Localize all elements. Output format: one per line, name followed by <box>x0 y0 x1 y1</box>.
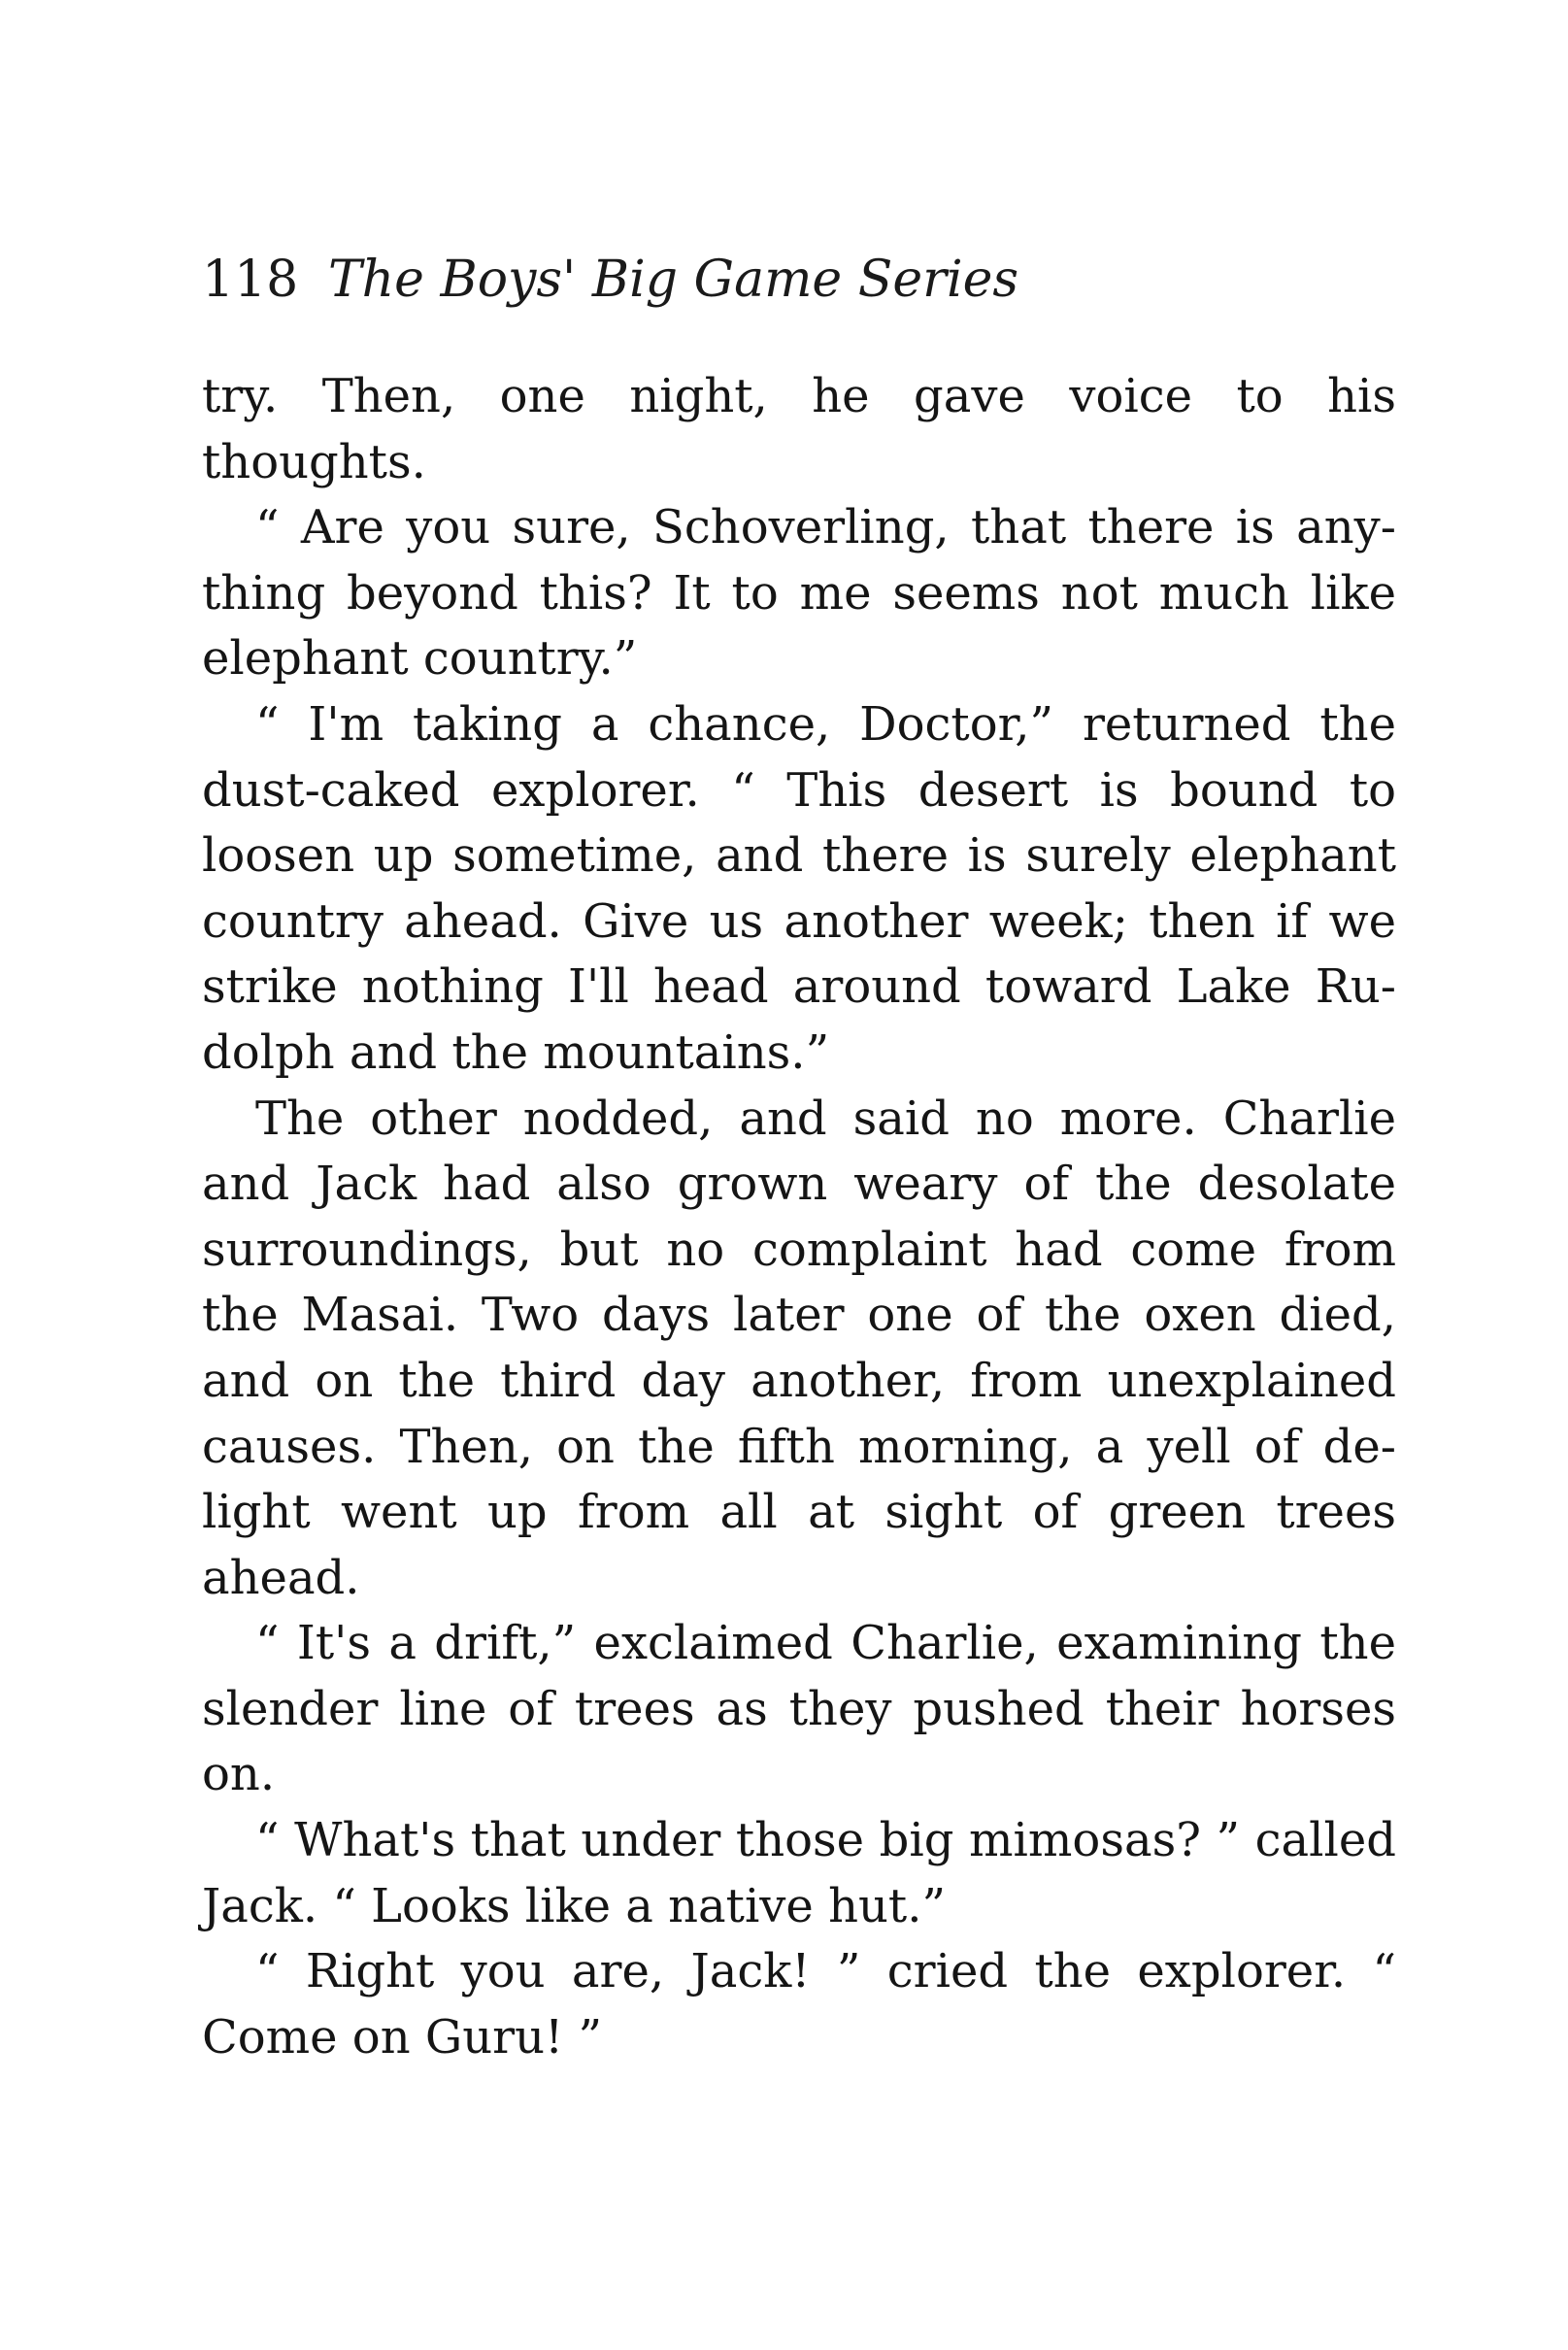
paragraph-6: “ What's that under those big mimosas? ” called Jack. “ Looks like a native hut.” <box>202 1813 1396 1933</box>
paragraph-7: “ Right you are, Jack! ” cried the explorer. “ Come on Guru! ” <box>202 1944 1396 2065</box>
paragraph-3: “ I'm taking a chance, Doctor,” returned the dust-caked explorer. “ This desert is bound to loosen up sometime, and there is surely elephant country ahead. Give us another week; then if we strike nothing I'll head around toward Lake Rudolph and the mountains.” <box>202 696 1396 1080</box>
paragraph-1: try. Then, one night, he gave voice to his thoughts. <box>202 369 1396 489</box>
paragraph-5: “ It's a drift,” exclaimed Charlie, examining the slender line of trees as they pushed their horses on. <box>202 1616 1396 1802</box>
running-head <box>202 251 1396 309</box>
paragraph-4: The other nodded, and said no more. Charlie and Jack had also grown weary of the desolate surroundings, but no complaint had come from the Masai. Two days later one of the oxen died, and on the third day another, from unexplained causes. Then, on the fifth morning, a yell of delight went up from all at sight of green trees ahead. <box>202 1091 1396 1605</box>
body-text <box>202 364 1396 2070</box>
running-title: The Boys' Big Game Series <box>328 251 1019 309</box>
paragraph-2: “ Are you sure, Schoverling, that there is anything beyond this? It to me seems not much like elephant country.” <box>202 500 1396 687</box>
page-number: 118 <box>202 251 299 309</box>
